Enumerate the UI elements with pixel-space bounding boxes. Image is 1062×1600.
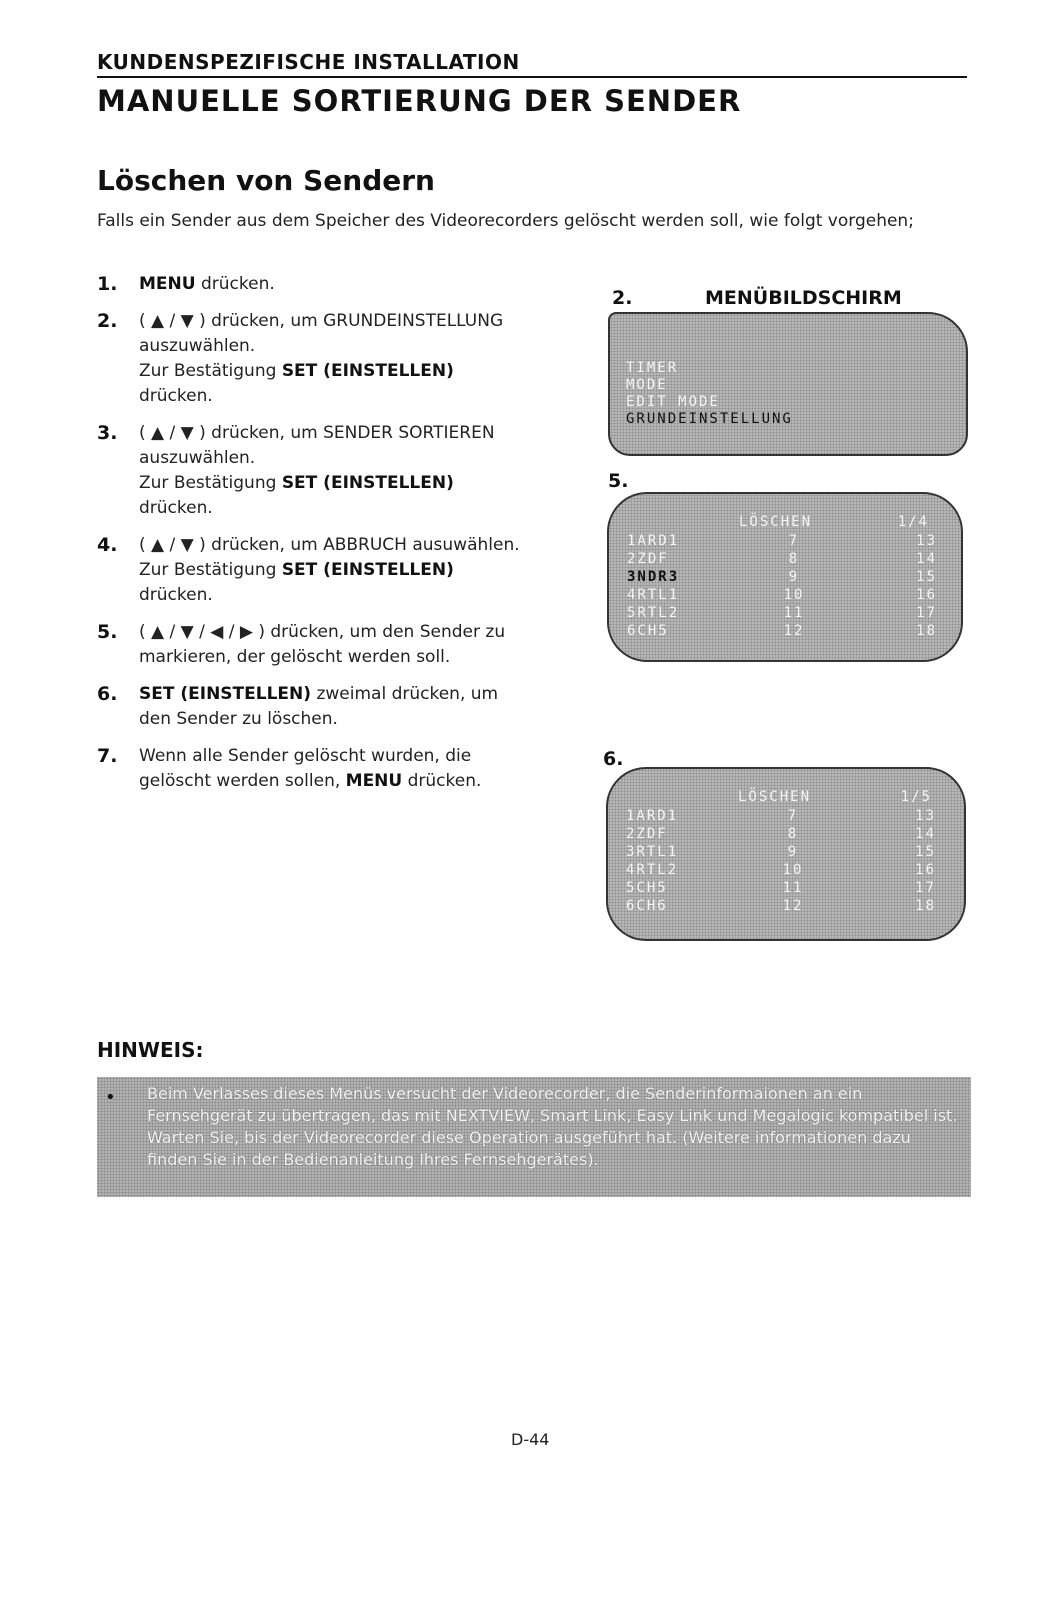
step-number: 2. bbox=[97, 310, 118, 332]
figure-2-label: MENÜBILDSCHIRM bbox=[705, 287, 902, 309]
step-keyword: SET (EINSTELLEN) bbox=[139, 684, 312, 704]
channel-row: 6CH5 12 18 bbox=[627, 623, 937, 639]
step-number: 1. bbox=[97, 273, 118, 295]
step-7 bbox=[97, 744, 597, 794]
channel-row: 6CH6 12 18 bbox=[626, 898, 936, 914]
header-rule bbox=[97, 76, 967, 78]
step-number: 6. bbox=[97, 683, 118, 705]
hint-text: Beim Verlasses dieses Menüs versucht der Videorecorder, die Senderinformaionen an ein Fernsehgerät zu übertragen, das mit NEXTVIEW, Smart Link, Easy Link und Megalogic kompatibel ist. Warten Sie, bis der Videorecorder diese Operation ausgeführt hat. (Weitere informationen dazu finden Sie in der Bedienanleitung Ihres Fernsehgerätes). bbox=[147, 1084, 958, 1169]
channel-row: 2ZDF 8 14 bbox=[626, 826, 936, 842]
channel-grid bbox=[626, 807, 946, 915]
intro-paragraph: Falls ein Sender aus dem Speicher des Videorecorders gelöscht werden soll, wie folgt vorgehen; bbox=[97, 211, 914, 231]
figure-5-label: 5. bbox=[608, 470, 629, 492]
figure-6-label: 6. bbox=[603, 748, 624, 770]
step-number: 3. bbox=[97, 422, 118, 444]
step-keyword: MENU bbox=[139, 274, 196, 294]
delete-screen-step6 bbox=[606, 767, 966, 941]
page-number: D-44 bbox=[511, 1430, 550, 1449]
channel-row: 4RTL1 10 16 bbox=[627, 587, 937, 603]
step-text: ( ▲ / ▼ ) drücken, um GRUNDEINSTELLUNG bbox=[139, 311, 504, 331]
step-text: gelöscht werden sollen, bbox=[139, 771, 346, 791]
step-text: ( ▲ / ▼ ) drücken, um ABBRUCH ausuwählen. bbox=[139, 535, 520, 555]
channel-row: 4RTL2 10 16 bbox=[626, 862, 936, 878]
step-text: den Sender zu löschen. bbox=[139, 709, 338, 729]
step-5 bbox=[97, 620, 597, 670]
channel-row: 1ARD1 7 13 bbox=[627, 533, 937, 549]
channel-row: 5RTL2 11 17 bbox=[627, 605, 937, 621]
osd-menu-item: TIMER bbox=[626, 360, 679, 376]
channel-row: 5CH5 11 17 bbox=[626, 880, 936, 896]
step-2 bbox=[97, 309, 597, 409]
step-confirm: Zur Bestätigung SET (EINSTELLEN) bbox=[139, 473, 454, 493]
step-text: drücken. bbox=[402, 771, 482, 791]
bullet-icon: • bbox=[105, 1087, 116, 1108]
step-list bbox=[97, 272, 597, 806]
osd-heading: LÖSCHEN bbox=[738, 789, 812, 805]
step-text: drücken. bbox=[139, 585, 213, 605]
step-3 bbox=[97, 421, 597, 521]
delete-screen-step5 bbox=[607, 492, 963, 662]
osd-page-indicator: 1/5 bbox=[900, 789, 932, 805]
step-text: zweimal drücken, um bbox=[311, 684, 499, 704]
step-confirm: Zur Bestätigung SET (EINSTELLEN) bbox=[139, 560, 454, 580]
step-1 bbox=[97, 272, 597, 297]
channel-grid bbox=[627, 532, 947, 640]
step-number: 5. bbox=[97, 621, 118, 643]
osd-menu-item-selected: GRUNDEINSTELLUNG bbox=[626, 411, 793, 427]
step-text: ( ▲ / ▼ ) drücken, um SENDER SORTIEREN bbox=[139, 423, 495, 443]
channel-row: 3RTL1 9 15 bbox=[626, 844, 936, 860]
step-text: markieren, der gelöscht werden soll. bbox=[139, 647, 451, 667]
step-number: 4. bbox=[97, 534, 118, 556]
osd-page-indicator: 1/4 bbox=[897, 514, 929, 530]
figure-2-number: 2. bbox=[612, 287, 633, 309]
osd-menu-item: EDIT MODE bbox=[626, 394, 720, 410]
subsection-title: Löschen von Sendern bbox=[97, 164, 435, 197]
osd-heading: LÖSCHEN bbox=[739, 514, 813, 530]
channel-row: 2ZDF 8 14 bbox=[627, 551, 937, 567]
step-text: drücken. bbox=[139, 386, 213, 406]
channel-row: 1ARD1 7 13 bbox=[626, 808, 936, 824]
step-confirm: Zur Bestätigung SET (EINSTELLEN) bbox=[139, 361, 454, 381]
step-number: 7. bbox=[97, 745, 118, 767]
osd-menu-item: MODE bbox=[626, 377, 668, 393]
page-title: MANUELLE SORTIERUNG DER SENDER bbox=[97, 84, 742, 118]
hint-title: HINWEIS: bbox=[97, 1038, 204, 1062]
menu-screen bbox=[608, 312, 968, 456]
step-text: ( ▲ / ▼ / ◀ / ▶ ) drücken, um den Sender zu bbox=[139, 622, 506, 642]
step-keyword: MENU bbox=[345, 771, 403, 791]
step-4 bbox=[97, 533, 597, 608]
osd-menu bbox=[626, 360, 793, 428]
hint-box bbox=[97, 1077, 971, 1197]
step-text: auszuwählen. bbox=[139, 448, 256, 468]
section-heading: KUNDENSPEZIFISCHE INSTALLATION bbox=[97, 50, 520, 74]
step-text: Wenn alle Sender gelöscht wurden, die bbox=[139, 746, 472, 766]
step-text: drücken. bbox=[195, 274, 275, 294]
step-6 bbox=[97, 682, 597, 732]
channel-row: 3NDR3 9 15 bbox=[627, 569, 937, 585]
step-text: auszuwählen. bbox=[139, 336, 256, 356]
step-text: drücken. bbox=[139, 498, 213, 518]
channel-selected: 3NDR3 bbox=[627, 569, 680, 585]
